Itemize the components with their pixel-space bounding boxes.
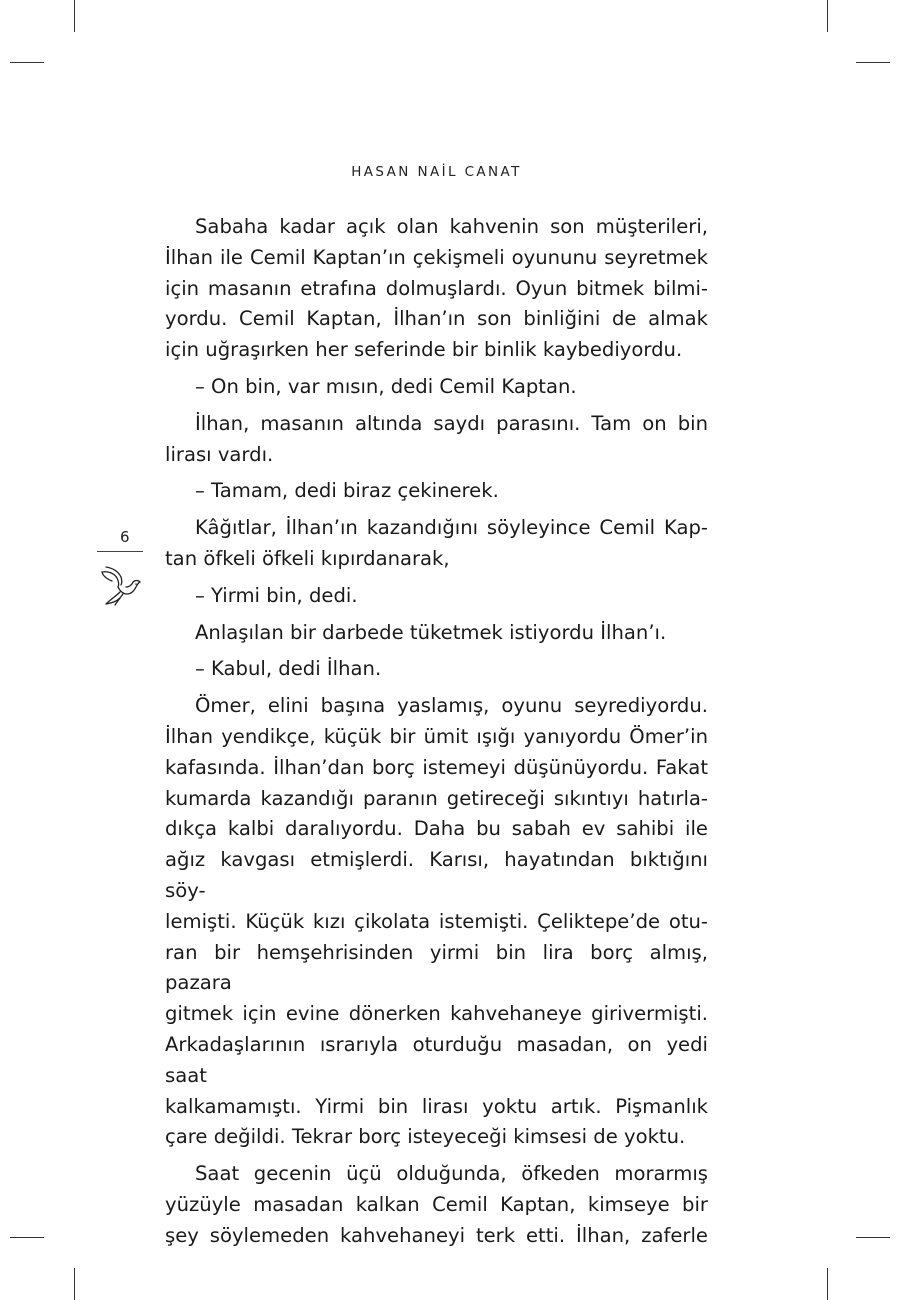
crop-mark-left-bottom — [10, 1237, 44, 1238]
text-line: çare değildi. Tekrar borç isteyeceği kimsesi de yoktu. — [165, 1125, 686, 1149]
page-number-rule — [97, 551, 143, 552]
crop-mark-right-top — [856, 62, 890, 63]
page-number: 6 — [120, 528, 130, 546]
paragraph — [165, 581, 708, 612]
text-line: – Yirmi bin, dedi. — [195, 583, 358, 607]
paragraph — [165, 691, 708, 1153]
text-line: Ömer, elini başına yaslamış, oyunu seyrediyordu. — [195, 694, 708, 718]
dove-icon — [98, 558, 142, 606]
paragraph — [165, 476, 708, 507]
text-line: için masanın etrafına dolmuşlardı. Oyun bitmek bilmi- — [165, 276, 708, 300]
text-line: – On bin, var mısın, dedi Cemil Kaptan. — [195, 374, 577, 398]
paragraph — [165, 1159, 708, 1251]
text-line: İlhan ile Cemil Kaptan’ın çekişmeli oyununu seyretmek — [165, 245, 708, 269]
text-line: ağız kavgası etmişlerdi. Karısı, hayatından bıktığını söy- — [165, 848, 708, 902]
paragraph — [165, 618, 708, 649]
text-line: şey söylemeden kahvehaneyi terk etti. İlhan, zaferle — [165, 1223, 708, 1247]
running-head: HASAN NAİL CANAT — [351, 164, 522, 180]
text-line: gitmek için evine dönerken kahvehaneye girivermişti. — [165, 1002, 708, 1026]
text-line: dıkça kalbi daralıyordu. Daha bu sabah ev sahibi ile — [165, 817, 708, 841]
text-line: Sabaha kadar açık olan kahvenin son müşterileri, — [195, 215, 708, 238]
crop-mark-bottom-left — [74, 1268, 75, 1300]
text-line: Anlaşılan bir darbede tüketmek istiyordu İlhan’ı. — [195, 620, 667, 644]
crop-mark-bottom-right — [827, 1268, 828, 1300]
text-line: ran bir hemşehrisinden yirmi bin lira borç almış, pazara — [165, 940, 708, 995]
paragraph — [165, 513, 708, 575]
body-text — [165, 212, 708, 1258]
text-line: İlhan yendikçe, küçük bir ümit ışığı yanıyordu Ömer’in — [165, 724, 708, 748]
paragraph — [165, 409, 708, 471]
text-line: – Kabul, dedi İlhan. — [195, 657, 382, 681]
text-line: Saat gecenin üçü olduğunda, öfkeden morarmış — [195, 1162, 708, 1186]
crop-mark-top-right — [827, 0, 828, 32]
text-line: için uğraşırken her seferinde bir binlik kaybediyordu. — [165, 338, 683, 362]
text-line: lirası vardı. — [165, 442, 274, 466]
text-line: kumarda kazandığı paranın getireceği sıkıntıyı hatırla- — [165, 786, 708, 810]
text-line: kafasında. İlhan’dan borç istemeyi düşünüyordu. Fakat — [165, 755, 708, 779]
text-line: İlhan, masanın altında saydı parasını. Tam on bin — [195, 411, 708, 435]
crop-mark-top-left — [74, 0, 75, 32]
crop-mark-left-top — [10, 62, 44, 63]
text-line: lemişti. Küçük kızı çikolata istemişti. Çeliktepe’de otu- — [165, 909, 708, 933]
text-line: tan öfkeli öfkeli kıpırdanarak, — [165, 546, 450, 570]
text-line: Arkadaşlarının ısrarıyla oturduğu masadan, on yedi saat — [165, 1032, 708, 1087]
paragraph — [165, 212, 708, 366]
text-line: yordu. Cemil Kaptan, İlhan’ın son binliğini de almak — [165, 307, 708, 331]
text-line: yüzüyle masadan kalkan Cemil Kaptan, kimseye bir — [165, 1192, 708, 1216]
text-line: – Tamam, dedi biraz çekinerek. — [195, 479, 499, 503]
crop-mark-right-bottom — [856, 1237, 890, 1238]
paragraph — [165, 654, 708, 685]
text-line: kalkamamıştı. Yirmi bin lirası yoktu artık. Pişmanlık — [165, 1094, 708, 1118]
text-line: Kâğıtlar, İlhan’ın kazandığını söyleyince Cemil Kap- — [195, 516, 708, 540]
paragraph — [165, 372, 708, 403]
